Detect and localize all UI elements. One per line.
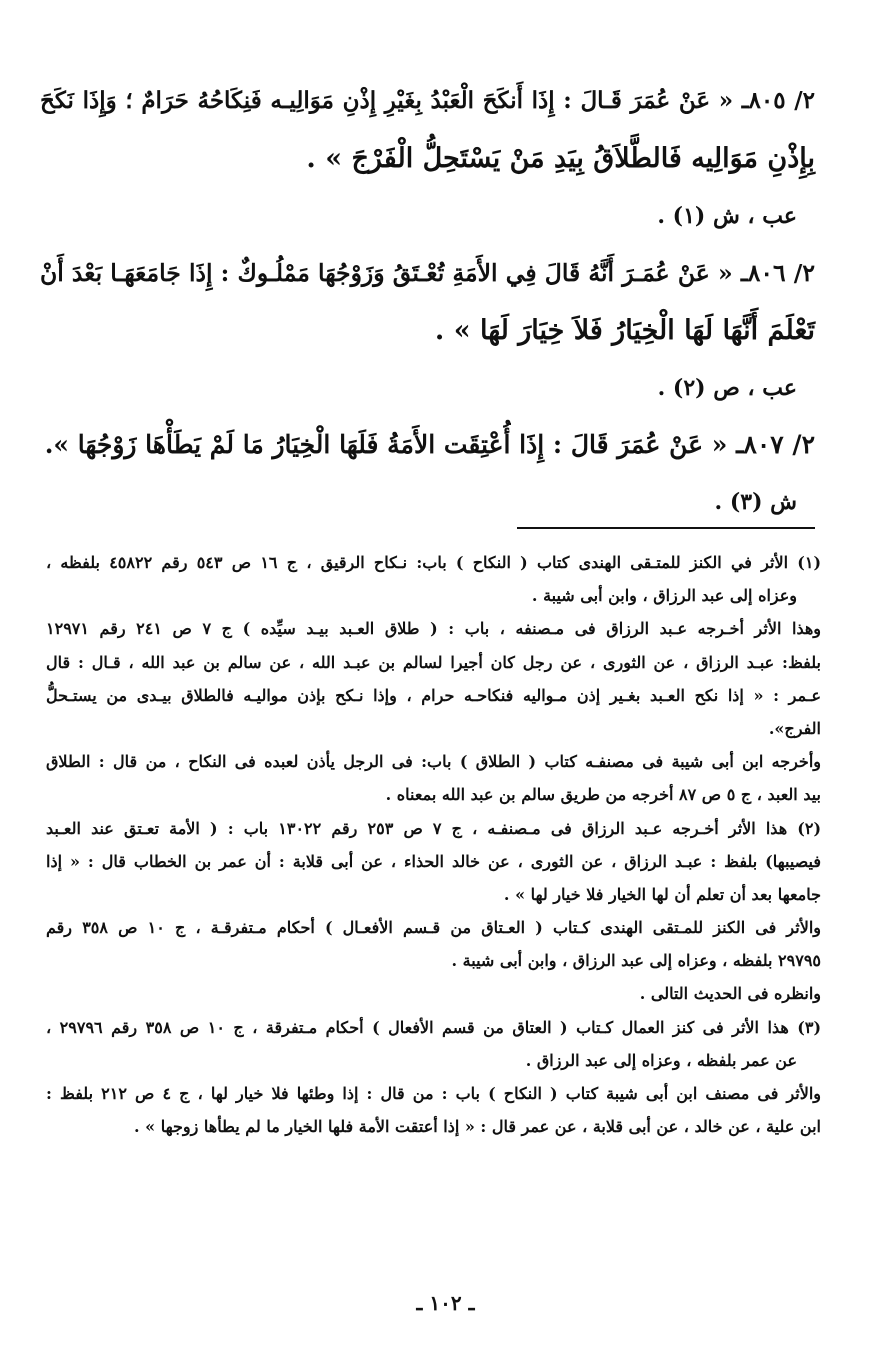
hadith-807	[40, 416, 815, 530]
hadith-source: عب ، ص (٢) .	[657, 375, 797, 401]
footnote-line: والأثر فى الكنز للمـتقى الهندى كـتاب ( العـتاق من قـسم الأفعـال ) أحكام مـتفرقـة ، ج ١٠ ص ٣٥٨ رقم	[46, 918, 821, 938]
footnote-line: (٢) هذا الأثر أخـرجه عـبد الرزاق فى مـصنفـه ، ج ٧ ص ٢٥٣ رقم ١٣٠٢٢ باب : ( الأمة تعـتق عند العـبد	[46, 818, 821, 838]
footnote-line: وانظره فى الحديث التالى .	[639, 984, 821, 1004]
footnote-line: بلفظ: عبـد الرزاق ، عن الثورى ، عن رجل كان أجيرا لسالم بن عبـد الله ، عن سالم بن عبد الله ، قـال : قال	[46, 652, 821, 672]
footnote-line: جامعها بعد أن تعلم أن لها الخيار فلا خيار لها » .	[503, 884, 821, 904]
main-text	[40, 72, 815, 530]
hadith-text-line: ٢/ ٨٠٦ـ « عَنْ عُمَـرَ أَنَّهُ قَالَ فِي الأَمَةِ تُعْـتَقُ وَزَوْجُهَا مَمْلُـوكٌ : إِذَا جَامَعَهَـا بَعْدَ أَنْ	[39, 259, 815, 287]
footnote-2	[46, 812, 821, 1011]
footnote-line: فيصيبها) بلفظ : عبـد الرزاق ، عن الثورى ، عن خالد الحذاء ، عن أبى قلابة : أن عمر بن الخطاب قال : « إذا	[46, 851, 821, 871]
footnote-line: ٢٩٧٩٥ بلفظه ، وعزاه إلى عبد الرزاق ، وابن أبى شيبة .	[451, 951, 821, 971]
footnote-line: والأثر فى مصنف ابن أبى شيبة كتاب ( النكاح ) باب : من قال : إذا وطئها فلا خيار لها ، ج ٤ ص ٢١٢ بلفظ :	[46, 1084, 821, 1103]
footnote-line: وعزاه إلى عبد الرزاق ، وابن أبى شيبة .	[531, 586, 797, 606]
hadith-text-line: بِإِذْنِ مَوَالِيه فَالطَّلاَقُ بِيَدِ مَنْ يَسْتَحِلُّ الْفَرْجَ » .	[306, 143, 815, 174]
hadith-source: عب ، ش (١) .	[657, 203, 797, 229]
hadith-text-line: تَعْلَمَ أَنَّهَا لَهَا الْخِيَارُ فَلاَ خِيَارَ لَهَا » .	[434, 315, 815, 346]
footnote-line: (١) الأثر في الكنز للمتـقى الهندى كتاب ( النكاح ) باب: نـكاح الرقيق ، ج ١٦ ص ٥٤٣ رقم ٤٥٨٢٢ بلفظه ،	[46, 553, 821, 572]
footnote-line: عن عمر بلفظه ، وعزاه إلى عبد الرزاق .	[525, 1050, 797, 1070]
footnote-line: (٣) هذا الأثر فى كنز العمال كـتاب ( العتاق من قسم الأفعال ) أحكام مـتفرقة ، ج ١٠ ص ٣٥٨ رقم ٢٩٧٩٦ ،	[46, 1017, 821, 1037]
hadith-source: ش (٣) .	[714, 489, 797, 515]
footnote-divider	[517, 527, 815, 529]
footnote-line: وهذا الأثر أخـرجه عـبد الرزاق فى مـصنفه ، باب : ( طلاق العـبد بيـد سيِّده ) ج ٧ ص ٢٤١ رقم ١٢٩٧١	[46, 619, 821, 639]
footnote-line: ابن علية ، عن خالد ، عن أبى قلابة ، عن عمر قال : « إذا أعتقت الأمة فلها الخيار ما لم يطأها زوجها » .	[134, 1117, 821, 1137]
footnote-3	[46, 1011, 821, 1144]
footnote-line: الفرج».	[768, 718, 821, 738]
hadith-text-line: ٢/ ٨٠٥ـ « عَنْ عُمَرَ قَـالَ : إِذَا أَنكَحَ الْعَبْدُ بِغَيْرِ إِذْنِ مَوَالِيـه فَنِكَاحُهُ حَرَامٌ ؛ وَإِذَا نَكَحَ	[40, 87, 815, 114]
hadith-text-line: ٢/ ٨٠٧ـ « عَنْ عُمَرَ قَالَ : إِذَا أُعْتِقَت الأَمَةُ فَلَهَا الْخِيَارُ مَا لَمْ يَطَأْهَا زَوْجُهَا ».	[44, 430, 815, 459]
footnotes	[46, 546, 821, 1143]
footnote-1	[46, 546, 821, 812]
footnote-line: عـمر : « إذا نكح العـبد بغـير إذن مـواليه فنكاحـه حرام ، وإذا نـكح بإذن مواليـه فالطلاق بيـدى من يستـحلُّ	[46, 685, 821, 705]
hadith-806	[40, 244, 815, 416]
footnote-line: بيد العبد ، ج ٥ ص ٨٧ أخرجه من طريق سالم بن عبد الله بمعناه .	[385, 785, 821, 805]
page-number: ـ ١٠٢ ـ	[416, 1291, 475, 1315]
hadith-805	[40, 72, 815, 244]
footnote-line: وأخرجه ابن أبى شيبة فى مصنفـه كتاب ( الطلاق ) باب: فى الرجل يأذن لعبده فى النكاح ، من قال : الطلاق	[46, 752, 821, 772]
